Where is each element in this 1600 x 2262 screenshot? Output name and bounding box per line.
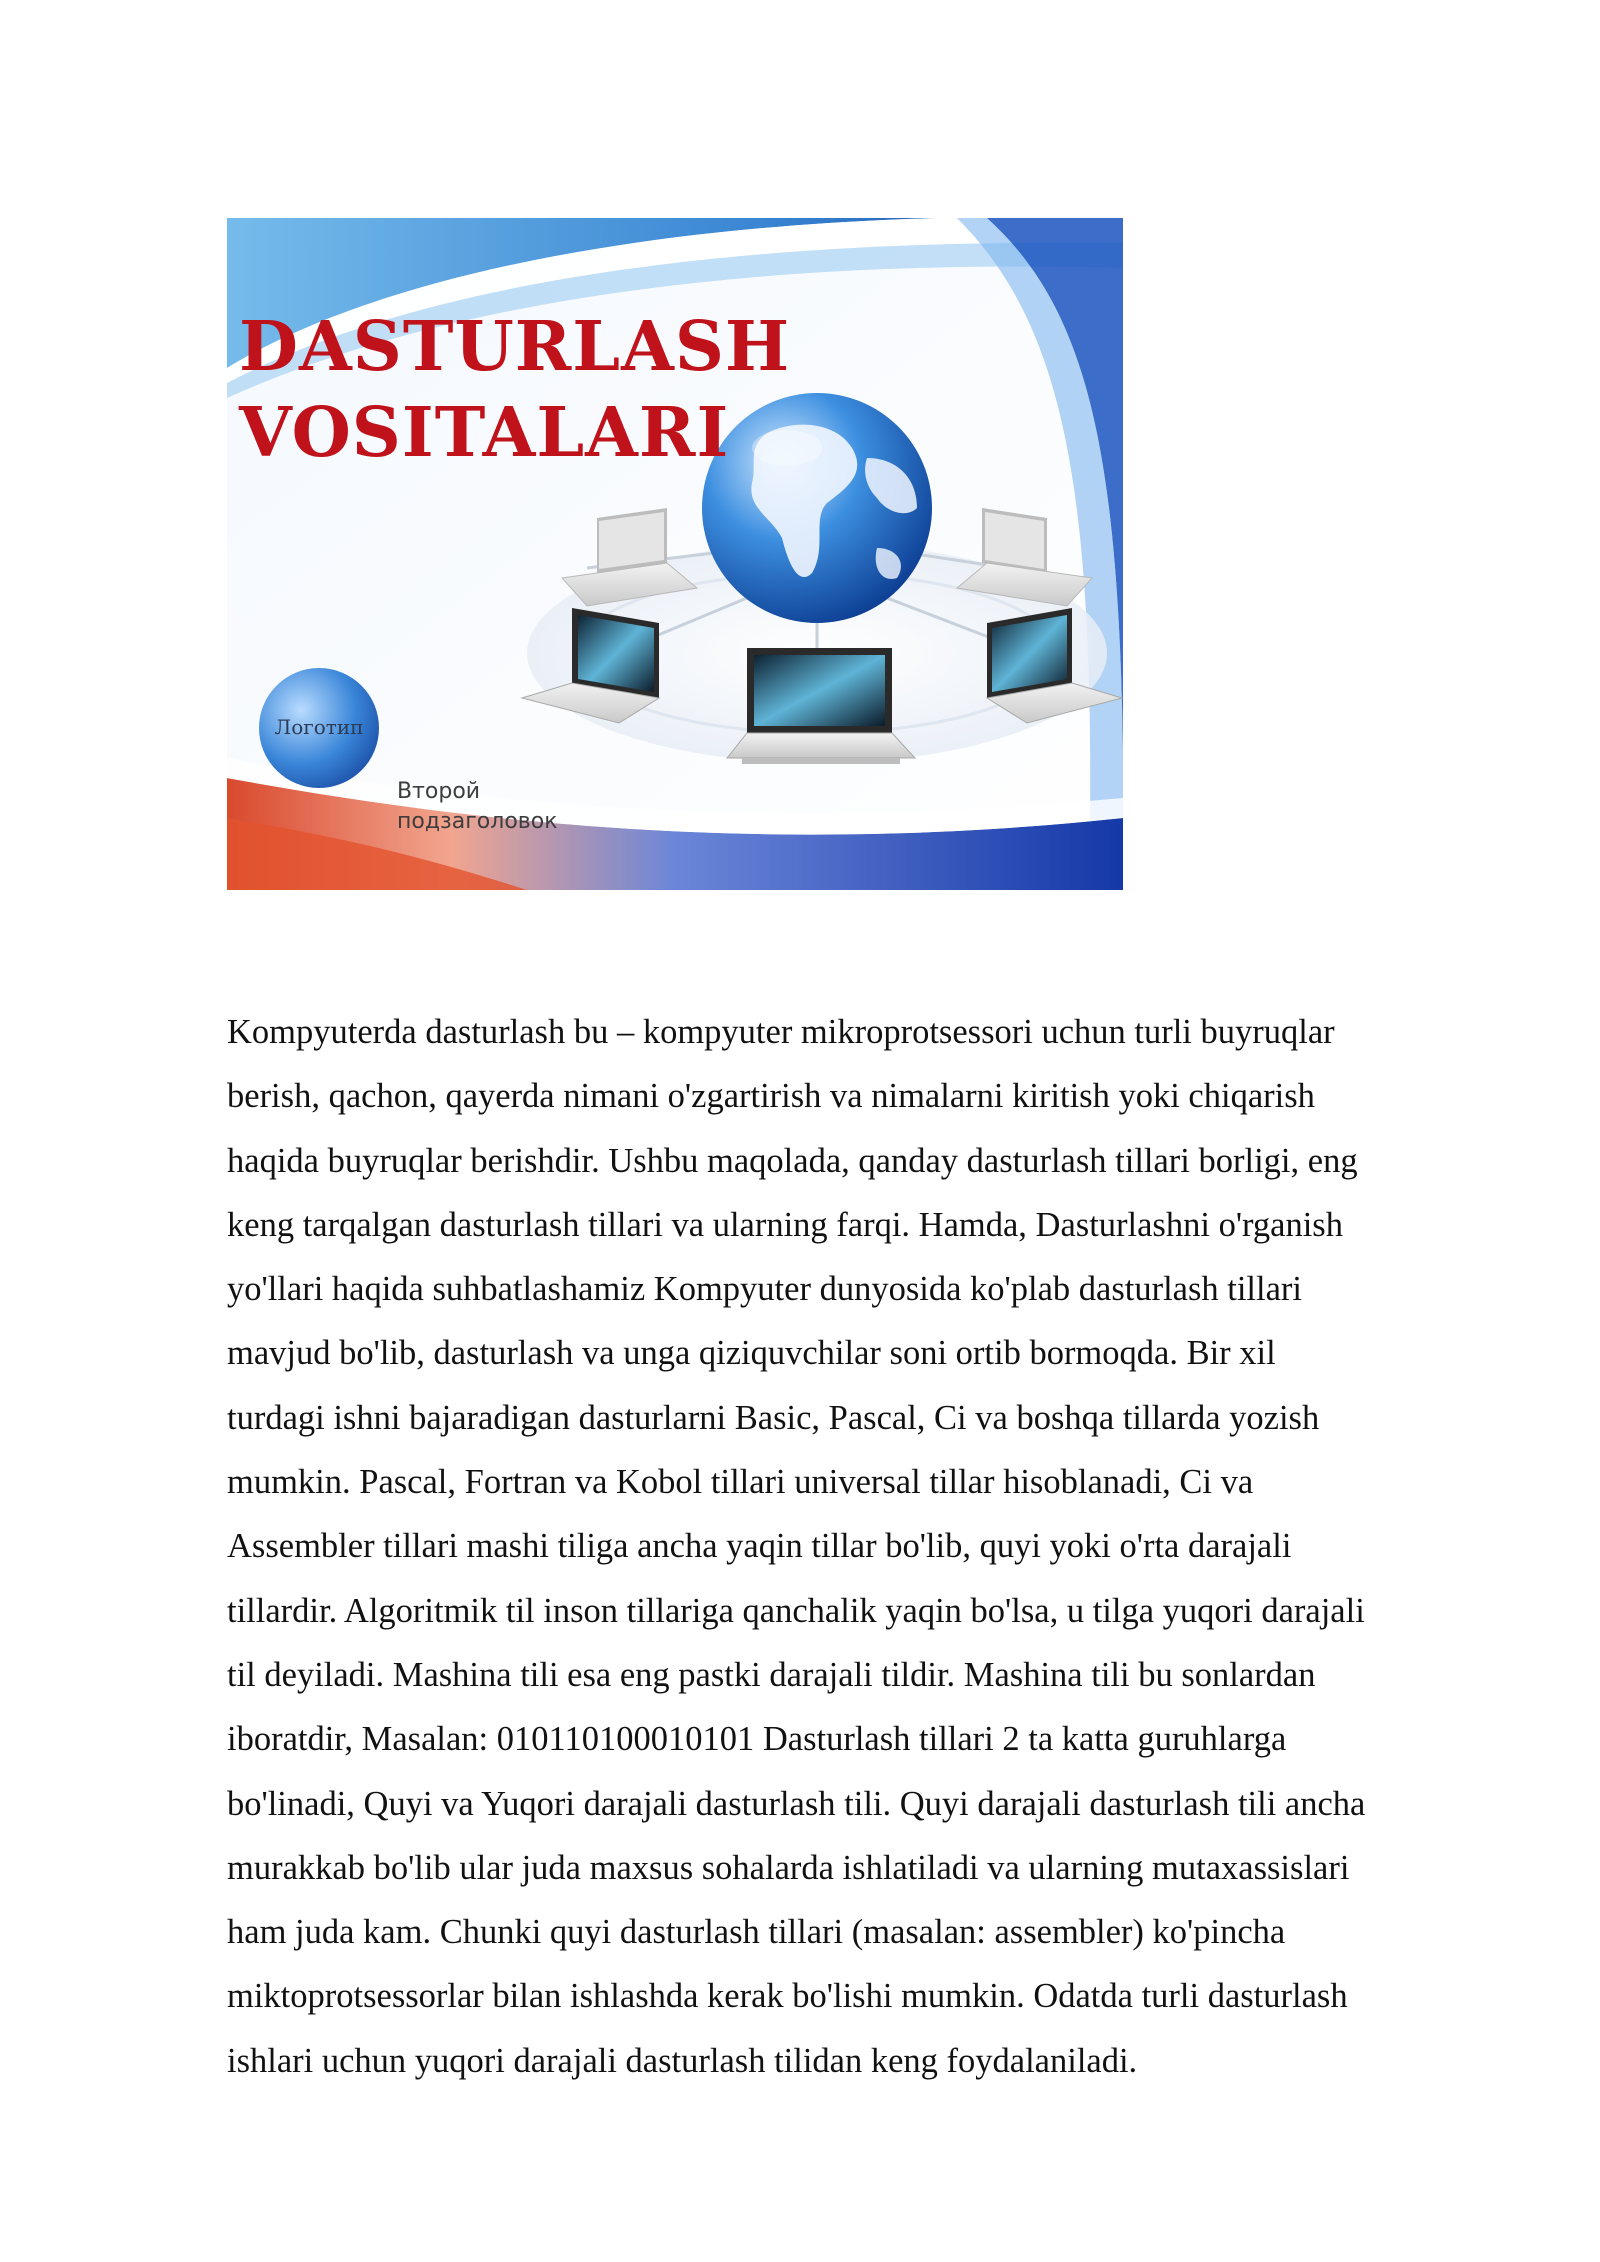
slide-title-line1: DASTURLASH (239, 307, 791, 387)
laptop-icon (727, 648, 915, 764)
slide-title-line2: VOSITALARI (239, 393, 730, 473)
slide-illustration (227, 218, 1123, 890)
article-body: Kompyuterda dasturlash bu – kompyuter mikroprotsessori uchun turli buyruqlar berish, qachon, qayerda nimani o'zgartirish va nimalarni kiritish yoki chiqarish haqida buyruqlar berishdir. Ushbu maqolada, qanday dasturlash tillari borligi, eng keng tarqalgan dasturlash tillari va ularning farqi. Hamda, Dasturlashni o'rganish yo'llari haqida suhbatlashamiz Kompyuter dunyosida ko'plab dasturlash tillari mavjud bo'lib, dasturlash va unga qiziquvchilar soni ortib bormoqda. Bir xil turdagi ishni bajaradigan dasturlarni Basic, Pascal, Ci va boshqa tillarda yozish mumkin. Pascal, Fortran va Kobol tillari universal tillar hisoblanadi, Ci va Assembler tillari mashi tiliga ancha yaqin tillar bo'lib, quyi yoki o'rta darajali tillardir. Algoritmik til inson tillariga qanchalik yaqin bo'lsa, u tilga yuqori darajali til deyiladi. Mashina tili esa eng pastki darajali tildir. Mashina tili bu sonlardan iboratdir, Masalan: 010110100010101 Dasturlash tillari 2 ta katta guruhlarga bo'linadi, Quyi va Yuqori darajali dasturlash tili. Quyi darajali dasturlash tili ancha murakkab bo'lib ular juda maxsus sohalarda ishlatiladi va ularning mutaxassislari ham juda kam. Chunki quyi dasturlash tillari (masalan: assembler) ko'pincha miktoprotsessorlar bilan ishlashda kerak bo'lishi mumkin. Odatda turli dasturlash ishlari uchun yuqori darajali dasturlash tilidan keng foydalaniladi. (227, 1013, 1366, 2080)
slide-subtitle-line1: Второй (397, 779, 481, 804)
logo-placeholder-text: Логотип (274, 715, 364, 739)
title-slide-image (227, 218, 1123, 890)
logo-circle (259, 668, 379, 788)
globe-icon (702, 393, 932, 623)
slide-subtitle-line2: подзаголовок (397, 809, 558, 834)
